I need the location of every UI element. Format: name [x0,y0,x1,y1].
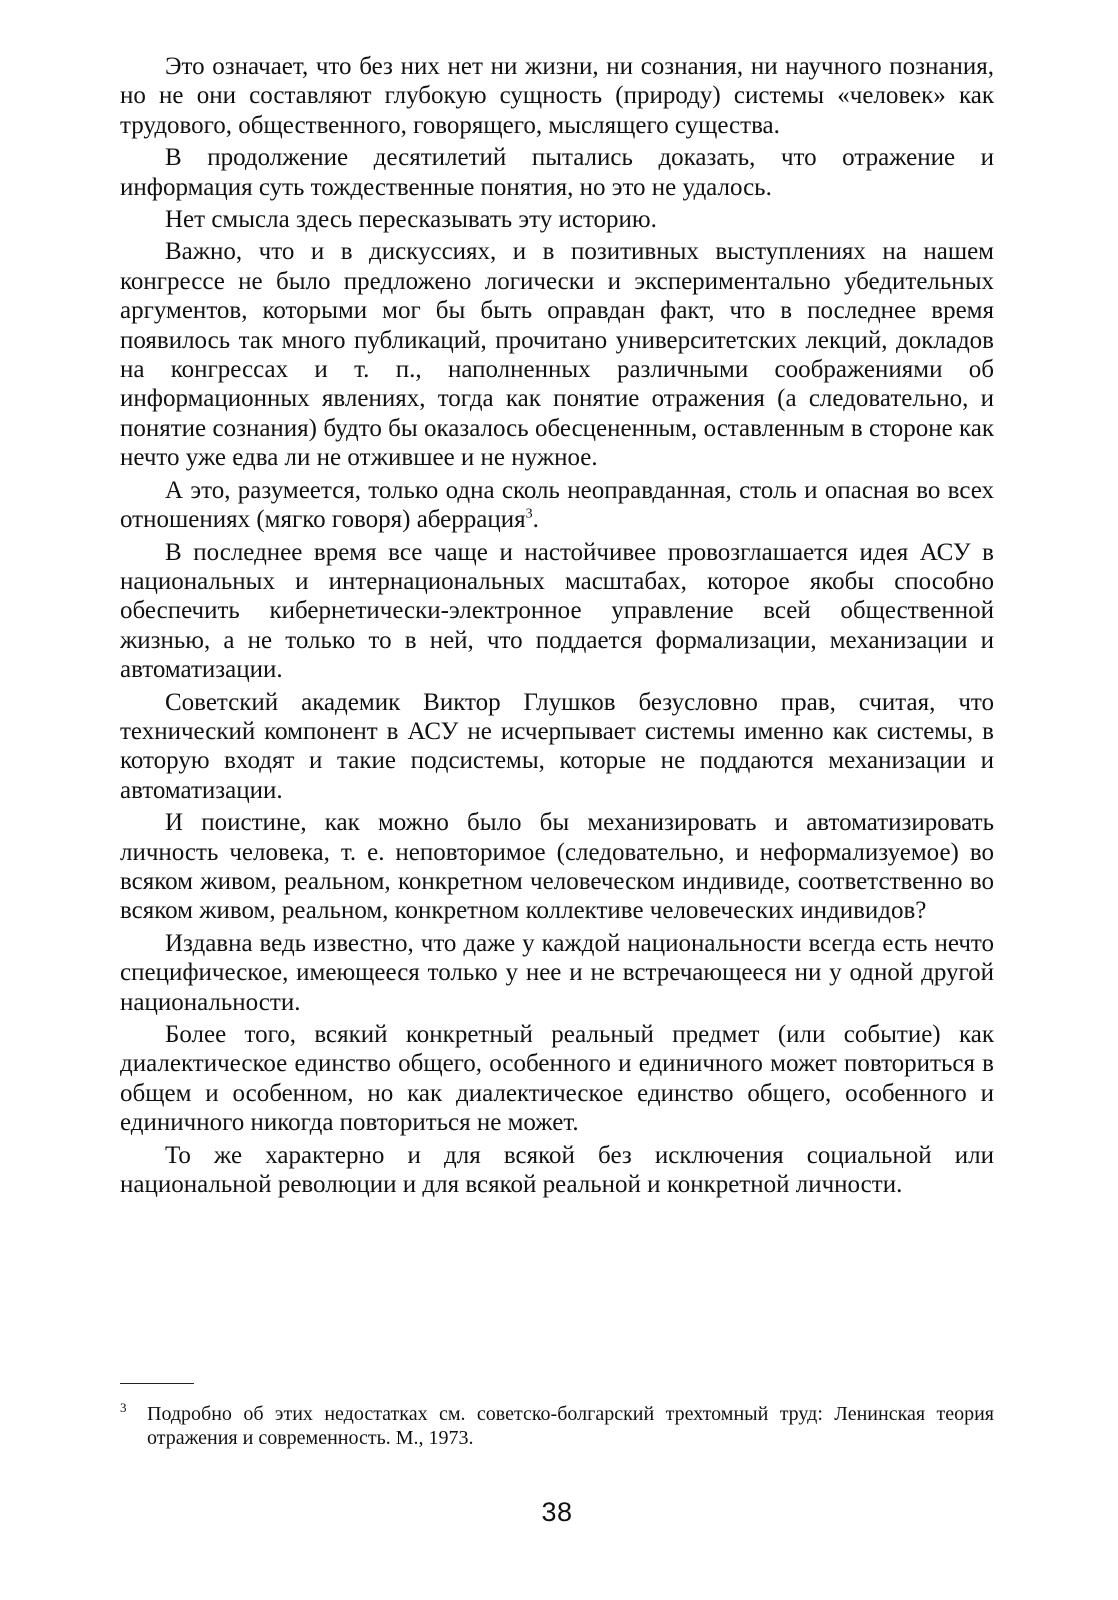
paragraph-1: Это означает, что без них нет ни жизни, ни сознания, ни научного познания, но не они составляют глубокую сущность (природу) системы «человек» как трудового, общественного, говорящего, мыслящего существа. [120,53,994,139]
paragraph-9: Издавна ведь известно, что даже у каждой национальности всегда есть нечто специфическое, имеющееся только у нее и не встречающееся ни у одной другой национальности. [120,929,994,1016]
paragraph-10: Более того, всякий конкретный реальный предмет (или событие) как диалектическое единство общего, особенного и единичного может повториться в общем и особенном, но как диалектическое единство общего, особенного и единичного никогда повториться не может. [120,1021,994,1137]
page-number: 38 [541,1497,573,1527]
body-text [120,52,994,1199]
paragraph-8: И поистине, как можно было бы механизировать и автоматизировать личность человека, т. е. неповторимое (следовательно, и неформализуемое) во всяком живом, реальном, конкретном человеческом индивиде, соответственно во всяком живом, реальном, конкретном коллективе человеческих индивидов? [120,809,994,925]
paragraph-6: В последнее время все чаще и настойчивее провозглашается идея АСУ в национальных и интернациональных масштабах, которое якобы способно обеспечить кибернетически-электронное управление всей общественной жизнью, а не только то в ней, что поддается формализации, механизации и автоматизации. [120,538,994,684]
footnote-3: 3 Подробно об этих недостатках см. советско-болгарский трехтомный труд: Ленинская теория отражения и современность. М., 1973. [120,1400,994,1449]
paragraph-5-text: А это, разумеется, только одна сколь неоправданная, столь и опасная во всех отношениях (мягко говоря) аберрация [120,476,994,534]
footnote-divider [120,1383,194,1384]
paragraph-7: Советский академик Виктор Глушков безусловно прав, считая, что технический компонент в АСУ не исчерпывает системы именно как системы, в которую входят и такие подсистемы, которые не поддаются механизации и автоматизации. [120,688,994,804]
footnote-reference[interactable]: 3 [525,506,533,522]
paragraph-11: То же характерно и для всякой без исключения социальной или национальной революции и для всякой реальной и конкретной личности. [120,1141,994,1199]
paragraph-5: А это, разумеется, только одна сколь неоправданная, столь и опасная во всех отношениях (мягко говоря) аберрация$^3$. [120,476,994,534]
book-page [120,52,994,1592]
paragraph-2: В продолжение десятилетий пытались доказать, что отражение и информация суть тождественные понятия, но это не удалось. [120,144,994,201]
paragraph-4: Важно, что и в дискуссиях, и в позитивных выступлениях на нашем конгрессе не было предложено логически и экспериментально убедительных аргументов, которыми мог бы быть оправдан факт, что в последнее время появилось так много публикаций, прочитано университетских лекций, докладов на конгрессах и т. п., наполненных различными соображениями об информационных явлениях, тогда как понятие отражения (а следовательно, и понятие сознания) будто бы оказалось обесцененным, оставленным в стороне как нечто уже едва ли не отжившее и не нужное. [120,238,994,472]
footnote-text: Подробно об этих недостатках см. советско-болгарский трехтомный труд: Ленинская теория отражения и современность. М., 1973. [147,1403,994,1449]
paragraph-3: Нет смысла здесь пересказывать эту историю. [165,206,657,234]
footnotes [120,1402,994,1450]
